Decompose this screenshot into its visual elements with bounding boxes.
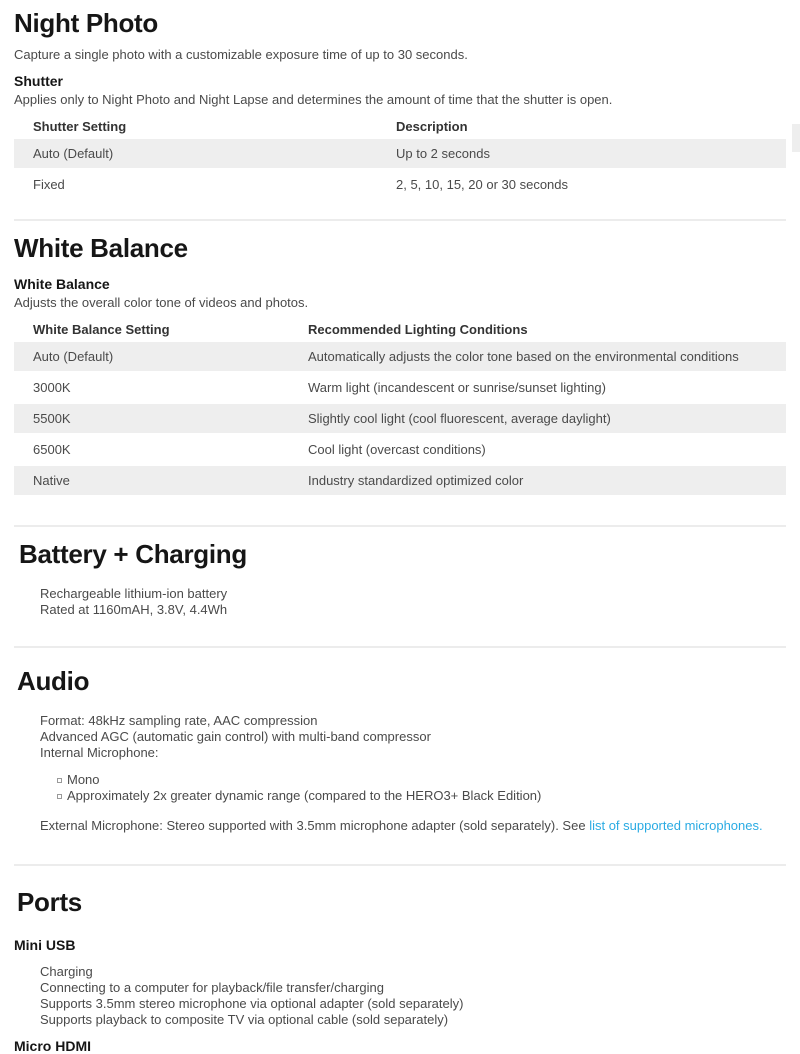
section-ports	[14, 887, 786, 1054]
white-balance-table	[14, 317, 786, 497]
table-row	[14, 170, 786, 201]
wb-setting-cell: Native	[14, 466, 289, 497]
shutter-setting-cell: Fixed	[14, 170, 377, 201]
night-photo-title: Night Photo	[14, 8, 158, 38]
wb-desc-cell: Warm light (incandescent or sunrise/sunset lighting)	[289, 373, 786, 404]
mini-usb-lines	[14, 964, 786, 1028]
table-row	[14, 435, 786, 466]
audio-spec-lines	[14, 713, 786, 761]
shutter-setting-cell: Auto (Default)	[14, 139, 377, 170]
night-photo-intro: Capture a single photo with a customizable exposure time of up to 30 seconds.	[14, 47, 468, 62]
battery-spec-line: Rechargeable lithium-ion battery	[40, 586, 228, 601]
shutter-table-header-row	[14, 114, 786, 139]
wb-desc-cell: Slightly cool light (cool fluorescent, average daylight)	[289, 404, 786, 435]
shutter-description: Applies only to Night Photo and Night Lapse and determines the amount of time that the shutter is open.	[14, 92, 613, 107]
section-battery-charging	[14, 539, 786, 618]
section-audio	[14, 666, 786, 834]
white-balance-setting-column-header: White Balance Setting	[33, 322, 170, 337]
micro-hdmi-subheading: Micro HDMI	[14, 1038, 91, 1054]
wb-desc-cell: Industry standardized optimized color	[289, 466, 786, 497]
section-white-balance	[14, 233, 786, 497]
internal-microphone-list	[14, 772, 786, 804]
supported-microphones-link[interactable]: list of supported microphones.	[589, 818, 763, 833]
mini-usb-line: Supports 3.5mm stereo microphone via optional adapter (sold separately)	[40, 996, 464, 1011]
shutter-setting-column-header: Shutter Setting	[33, 119, 127, 134]
audio-spec-line: Format: 48kHz sampling rate, AAC compression	[40, 713, 318, 728]
wb-setting-cell: 5500K	[14, 404, 289, 435]
external-microphone-text: External Microphone: Stereo supported with 3.5mm microphone adapter (sold separately). See	[40, 818, 590, 833]
battery-spec-line: Rated at 1160mAH, 3.8V, 4.4Wh	[40, 602, 228, 617]
table-row	[14, 373, 786, 404]
audio-title: Audio	[17, 666, 90, 696]
list-item: Approximately 2x greater dynamic range (compared to the HERO3+ Black Edition)	[67, 788, 786, 804]
wb-setting-cell: 6500K	[14, 435, 289, 466]
list-item: Mono	[67, 772, 786, 788]
audio-spec-line: Internal Microphone:	[40, 745, 159, 760]
section-night-photo	[14, 0, 786, 201]
table-row-fragment	[792, 124, 800, 152]
section-divider	[14, 525, 786, 527]
audio-spec-line: Advanced AGC (automatic gain control) with multi-band compressor	[40, 729, 431, 744]
table-row	[14, 342, 786, 373]
battery-charging-title: Battery + Charging	[19, 539, 247, 569]
table-row	[14, 404, 786, 435]
white-balance-title: White Balance	[14, 233, 188, 263]
section-divider	[14, 646, 786, 648]
wb-setting-cell: 3000K	[14, 373, 289, 404]
mini-usb-line: Charging	[40, 964, 93, 979]
wb-setting-cell: Auto (Default)	[14, 342, 289, 373]
lighting-conditions-column-header: Recommended Lighting Conditions	[308, 322, 528, 337]
mini-usb-line: Supports playback to composite TV via optional cable (sold separately)	[40, 1012, 449, 1027]
wb-desc-cell: Automatically adjusts the color tone based on the environmental conditions	[289, 342, 786, 373]
mini-usb-subheading: Mini USB	[14, 937, 76, 953]
battery-spec-lines	[14, 586, 786, 618]
white-balance-table-header-row	[14, 317, 786, 342]
table-row	[14, 466, 786, 497]
description-column-header: Description	[396, 119, 468, 134]
section-divider	[14, 219, 786, 221]
ports-title: Ports	[17, 887, 82, 917]
white-balance-description: Adjusts the overall color tone of videos and photos.	[14, 295, 309, 310]
shutter-subheading: Shutter	[14, 73, 63, 89]
description-cell: 2, 5, 10, 15, 20 or 30 seconds	[377, 170, 786, 201]
white-balance-subheading: White Balance	[14, 276, 110, 292]
external-microphone-line	[14, 818, 786, 834]
section-divider	[14, 864, 786, 866]
table-row	[14, 139, 786, 170]
wb-desc-cell: Cool light (overcast conditions)	[289, 435, 786, 466]
shutter-table	[14, 114, 786, 201]
mini-usb-line: Connecting to a computer for playback/file transfer/charging	[40, 980, 384, 995]
description-cell: Up to 2 seconds	[377, 139, 786, 170]
